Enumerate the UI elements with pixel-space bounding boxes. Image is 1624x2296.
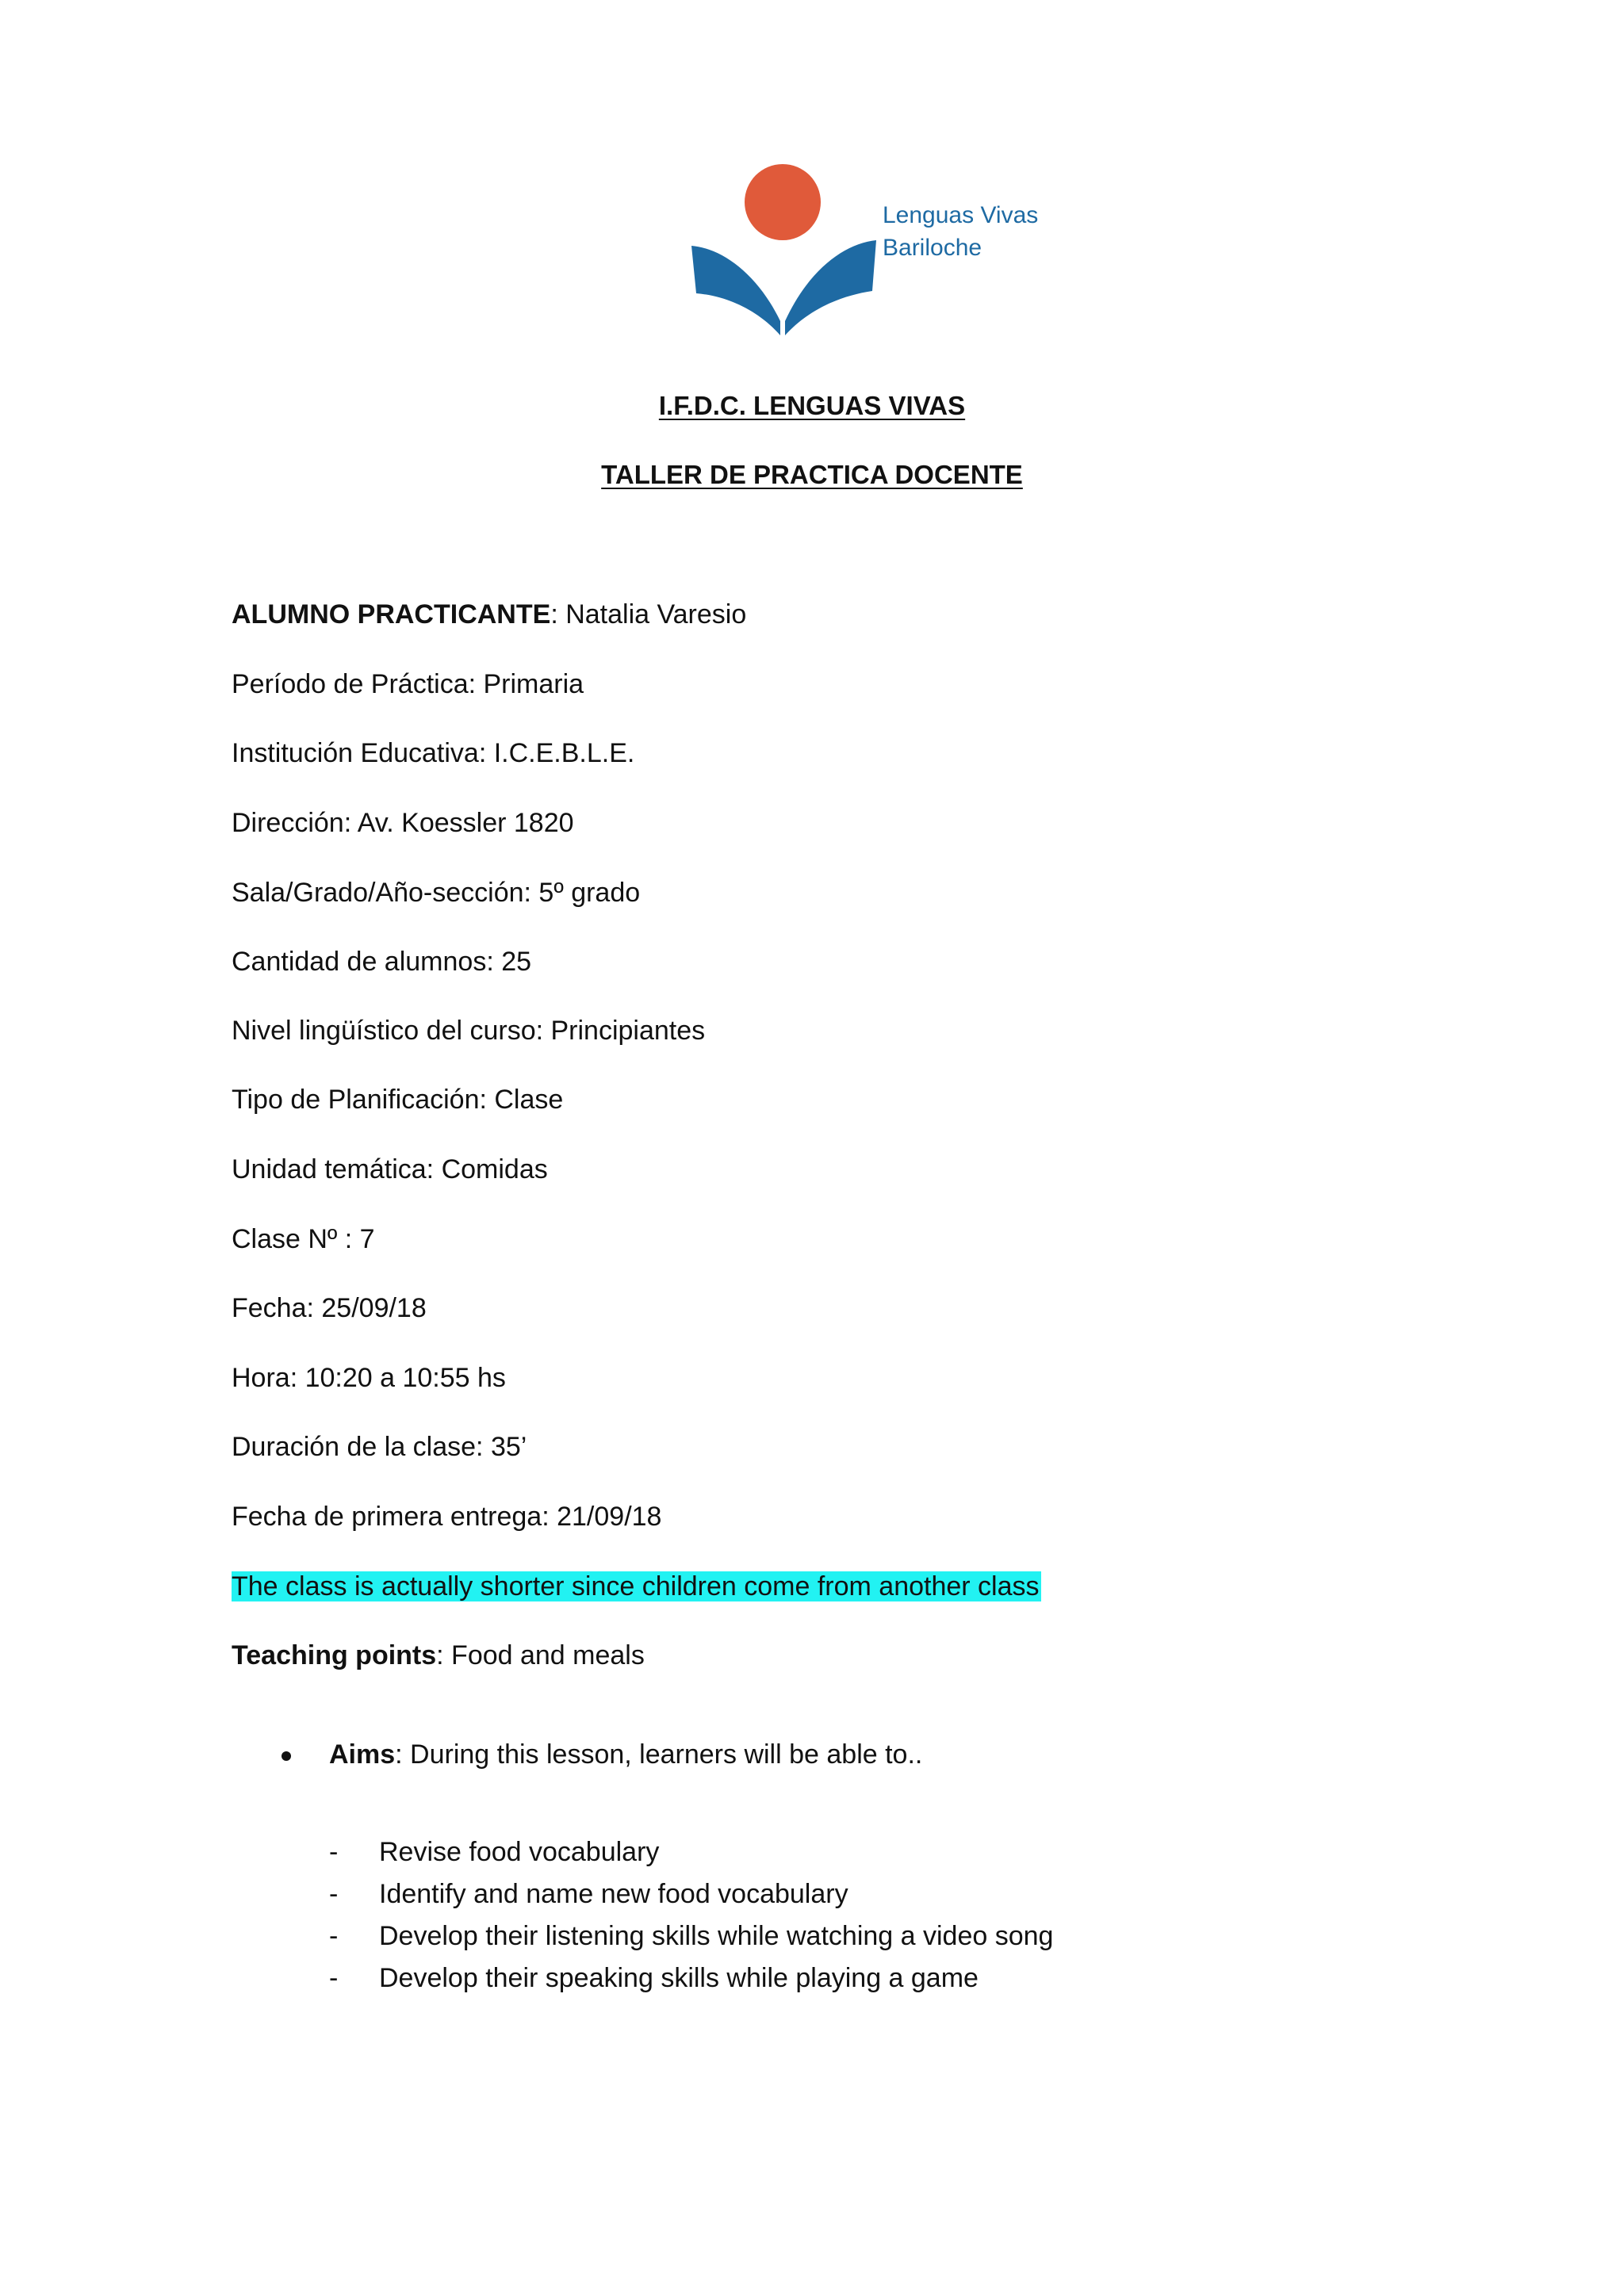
student-line — [232, 596, 746, 633]
aims-line — [329, 1736, 922, 1773]
direccion-line: Dirección: Av. Koessler 1820 — [232, 808, 574, 838]
clase-line: Clase Nº : 7 — [232, 1224, 375, 1254]
aim-dash: - — [329, 1879, 339, 1909]
institution-heading-text: I.F.D.C. LENGUAS VIVAS — [658, 391, 966, 420]
fecha-entrega-line: Fecha de primera entrega: 21/09/18 — [232, 1502, 662, 1532]
periodo-line: Período de Práctica: Primaria — [232, 669, 584, 699]
student-label: ALUMNO PRACTICANTE — [232, 599, 551, 629]
logo-book-right-page — [785, 240, 876, 335]
tipo-line: Tipo de Planificación: Clase — [232, 1085, 564, 1115]
aim-item — [329, 1960, 979, 1996]
aim-dash: - — [329, 1921, 339, 1951]
aims-bullet-icon — [282, 1751, 291, 1761]
logo-book-icon — [682, 155, 888, 345]
highlighted-note: The class is actually shorter since children come from another class — [232, 1571, 1040, 1601]
aim-item-text: Develop their listening skills while watching a video song — [379, 1921, 1054, 1951]
aims-intro: : During this lesson, learners will be able to.. — [395, 1739, 923, 1770]
aim-dash: - — [329, 1963, 339, 1993]
aim-item — [329, 1834, 659, 1870]
hora-line: Hora: 10:20 a 10:55 hs — [232, 1363, 506, 1393]
teaching-points-line — [232, 1637, 645, 1674]
workshop-heading — [0, 457, 1624, 492]
institution-heading — [0, 388, 1624, 423]
aim-item-text: Develop their speaking skills while playing a game — [379, 1963, 979, 1993]
aims-label: Aims — [329, 1739, 396, 1770]
workshop-heading-text: TALLER DE PRACTICA DOCENTE — [601, 460, 1023, 489]
teaching-points-label: Teaching points — [232, 1640, 437, 1670]
sala-line: Sala/Grado/Año-sección: 5º grado — [232, 878, 641, 908]
aim-item — [329, 1876, 848, 1912]
logo-sun-shape — [745, 164, 821, 240]
logo-text-line-1: Lenguas Vivas — [883, 202, 1039, 228]
logo-book-left-page — [691, 246, 780, 335]
aim-dash: - — [329, 1837, 339, 1867]
aim-item-text: Revise food vocabulary — [379, 1837, 660, 1867]
highlighted-note-line — [232, 1568, 1041, 1605]
institution-logo — [682, 155, 1055, 345]
aim-item — [329, 1918, 1053, 1954]
institucion-line: Institución Educativa: I.C.E.B.L.E. — [232, 738, 635, 768]
duracion-line: Duración de la clase: 35’ — [232, 1432, 527, 1462]
student-value: : Natalia Varesio — [550, 599, 747, 629]
aim-item-text: Identify and name new food vocabulary — [379, 1879, 848, 1909]
unidad-line: Unidad temática: Comidas — [232, 1154, 548, 1184]
fecha-line: Fecha: 25/09/18 — [232, 1293, 427, 1323]
nivel-line: Nivel lingüístico del curso: Principiantes — [232, 1016, 706, 1046]
logo-text-line-2: Bariloche — [883, 235, 982, 261]
teaching-points-value: : Food and meals — [436, 1640, 645, 1670]
cantidad-line: Cantidad de alumnos: 25 — [232, 947, 532, 977]
